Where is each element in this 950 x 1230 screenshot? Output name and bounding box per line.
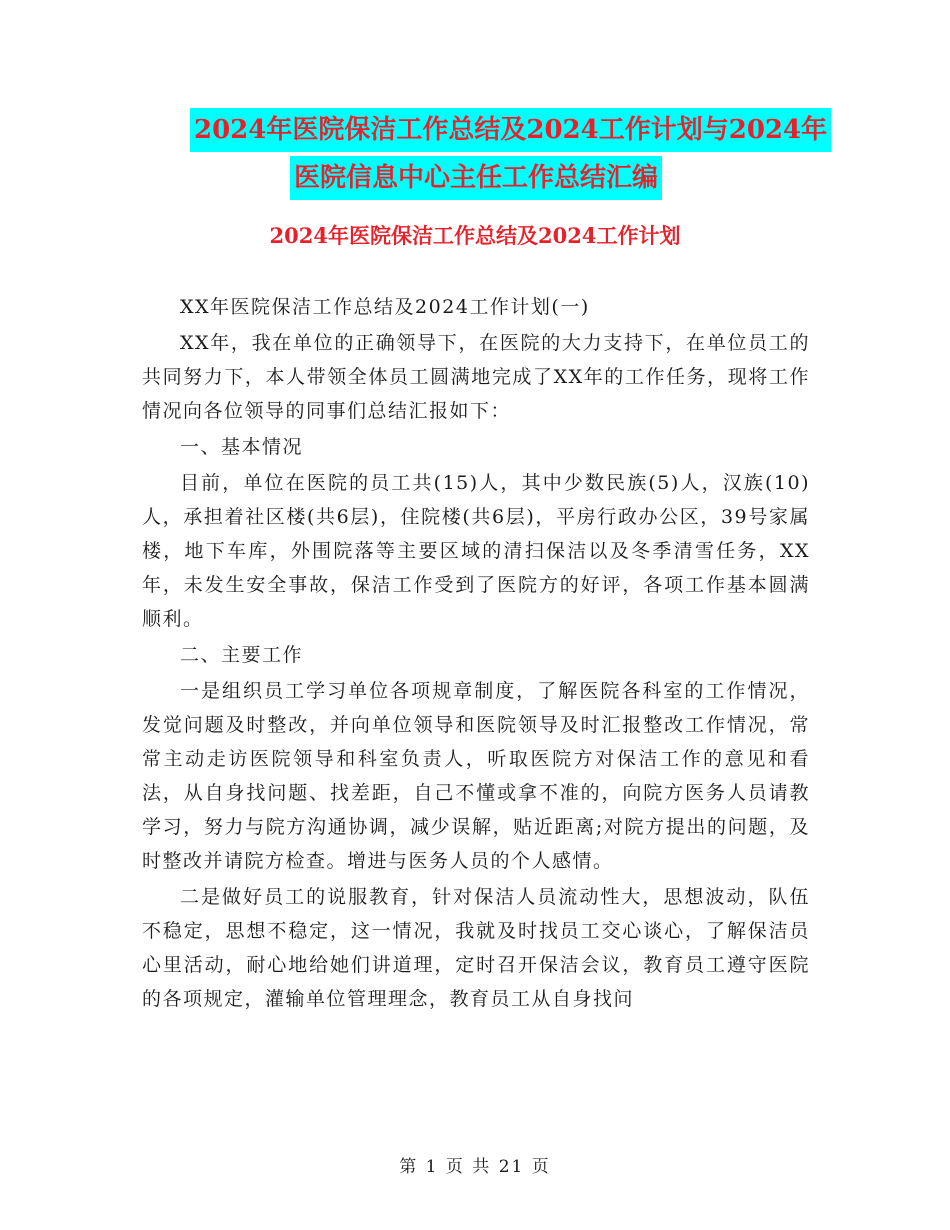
- paragraph: 目前，单位在医院的员工共(15)人，其中少数民族(5)人，汉族(10)人，承担着社区楼(共6层)，住院楼(共6层)，平房行政办公区，39号家属楼，地下车库，外围院落等主要区域的清扫保洁以及冬季清雪任务，XX年，未发生安全事故，保洁工作受到了医院方的好评，各项工作基本圆满顺利。: [142, 472, 810, 630]
- section-heading-main-work: 二、主要工作: [180, 644, 304, 666]
- section-heading-basic: 一、基本情况: [180, 436, 304, 458]
- section-title: 2024年医院保洁工作总结及2024工作计划: [269, 223, 681, 248]
- paragraph-heading: XX年医院保洁工作总结及2024工作计划(一): [180, 296, 590, 318]
- paragraph: 一是组织员工学习单位各项规章制度，了解医院各科室的工作情况，发觉问题及时整改，并向单位领导和医院领导及时汇报整改工作情况，常常主动走访医院领导和科室负责人，听取医院方对保洁工作的意见和看法，从自身找问题、找差距，自己不懂或拿不准的，向院方医务人员请教学习，努力与院方沟通协调，减少误解，贴近距离;对院方提出的问题，及时整改并请院方检查。增进与医务人员的个人感情。: [142, 680, 810, 872]
- title-line-2: 医院信息中心主任工作总结汇编: [290, 156, 662, 200]
- paragraph: 二是做好员工的说服教育，针对保洁人员流动性大，思想波动，队伍不稳定，思想不稳定，这一情况，我就及时找员工交心谈心，了解保洁员心里活动，耐心地给她们讲道理，定时召开保洁会议，教育员工遵守医院的各项规定，灌输单位管理理念，教育员工从自身找问: [142, 886, 810, 1010]
- title-line-1: 2024年医院保洁工作总结及2024工作计划与2024年: [190, 108, 831, 152]
- page-footer: 第 1 页 共 21 页: [399, 1157, 551, 1177]
- document-body: [142, 290, 810, 1018]
- paragraph: XX年，我在单位的正确领导下，在医院的大力支持下，在单位员工的共同努力下，本人带领全体员工圆满地完成了XX年的工作任务，现将工作情况向各位领导的同事们总结汇报如下：: [142, 332, 810, 422]
